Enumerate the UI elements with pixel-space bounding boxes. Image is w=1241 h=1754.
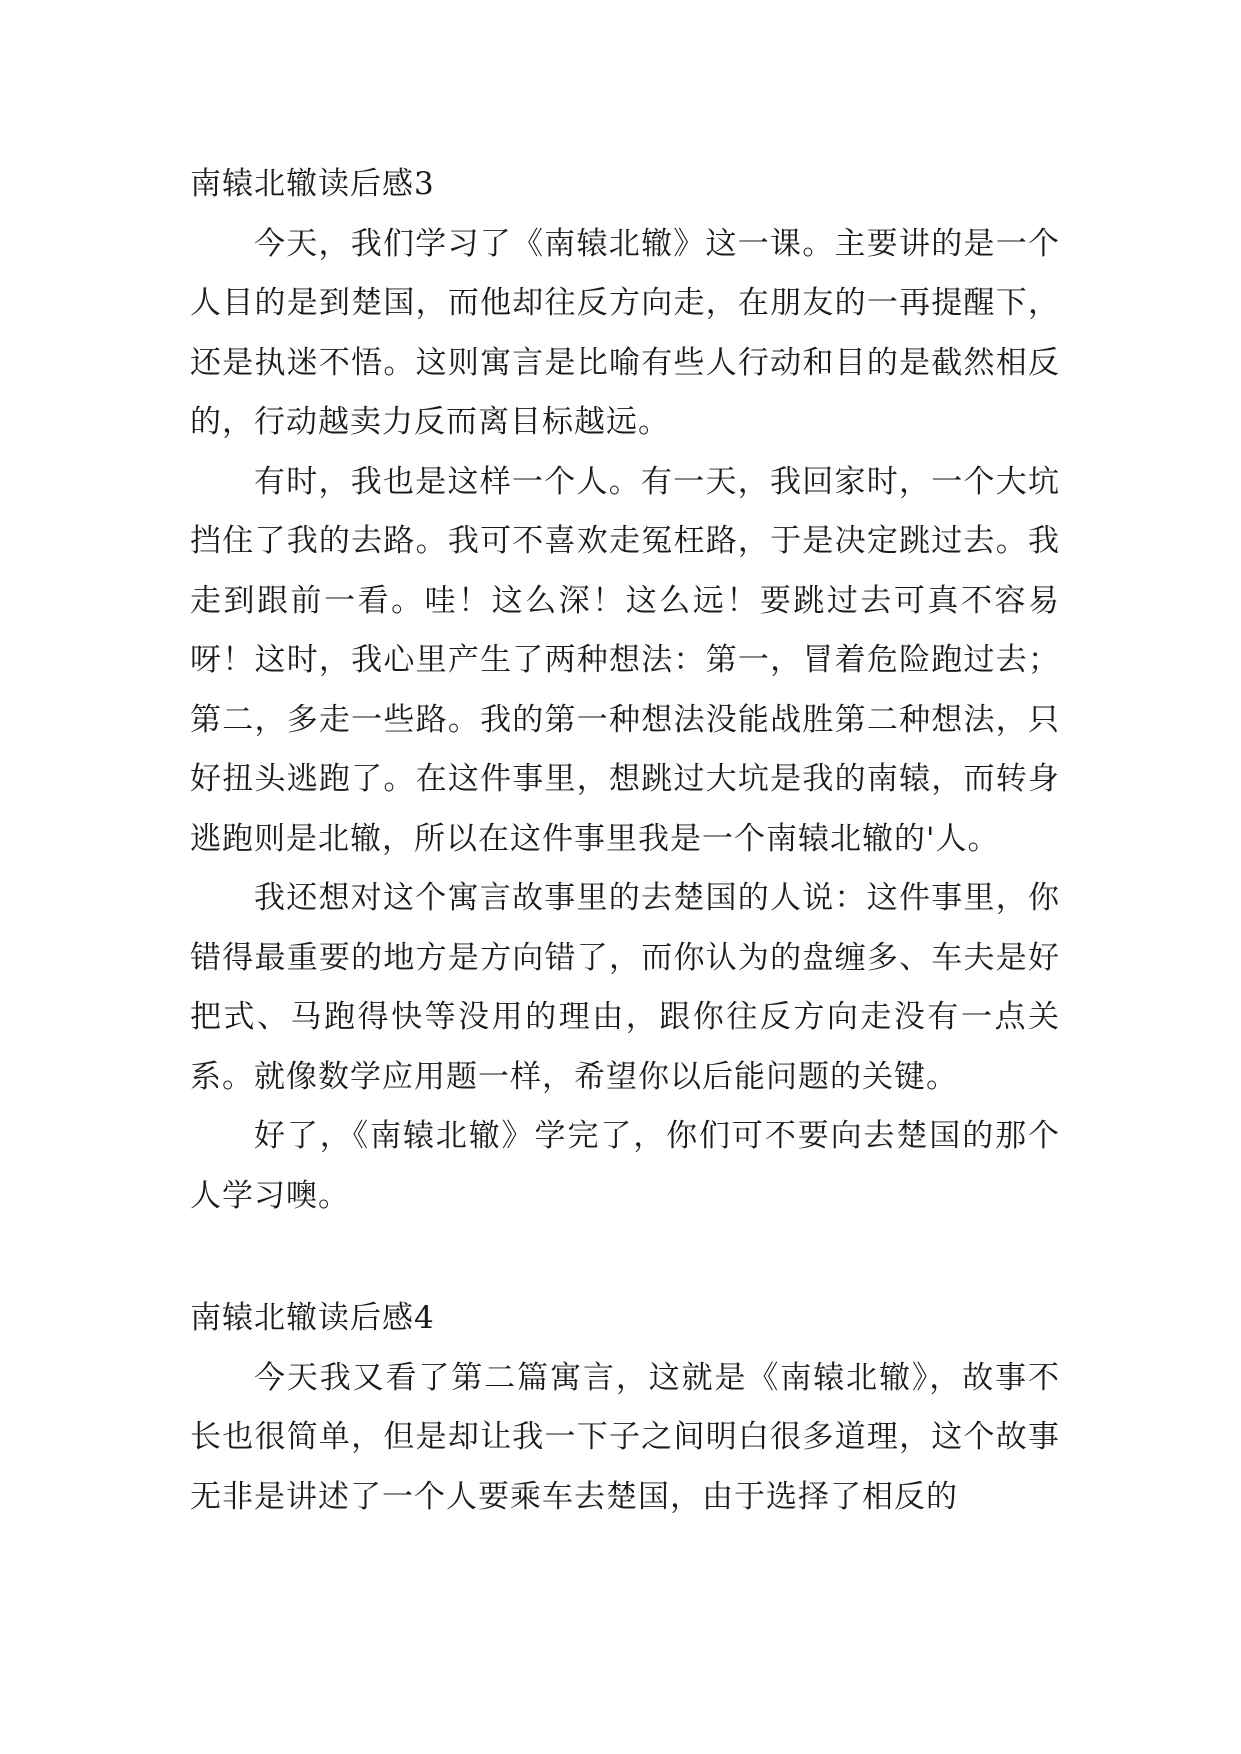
section-heading: 南辕北辙读后感4 — [190, 1300, 435, 1336]
paragraph: 今天，我们学习了《南辕北辙》这一课。主要讲的是一个人目的是到楚国，而他却往反方向走，在朋友的一再提醒下，还是执迷不悟。这则寓言是比喻有些人行动和目的是截然相反的，行动越卖力反而离目标越远。 — [190, 225, 1060, 440]
section-heading: 南辕北辙读后感3 — [190, 166, 435, 202]
paragraph: 我还想对这个寓言故事里的去楚国的人说：这件事里，你错得最重要的地方是方向错了，而你认为的盘缠多、车夫是好把式、马跑得快等没用的理由，跟你往反方向走没有一点关系。就像数学应用题一样，希望你以后能问题的关键。 — [190, 880, 1060, 1095]
essay-section-4 — [190, 1289, 1060, 1527]
paragraph: 有时，我也是这样一个人。有一天，我回家时，一个大坑挡住了我的去路。我可不喜欢走冤枉路，于是决定跳过去。我走到跟前一看。哇！这么深！这么远！要跳过去可真不容易呀！这时，我心里产生了两种想法：第一，冒着危险跑过去；第二，多走一些路。我的第一种想法没能战胜第二种想法，只好扭头逃跑了。在这件事里，想跳过大坑是我的南辕，而转身逃跑则是北辙，所以在这件事里我是一个南辕北辙的'人。 — [190, 463, 1060, 857]
document-body — [190, 155, 1060, 1527]
paragraph: 好了，《南辕北辙》学完了，你们可不要向去楚国的那个人学习噢。 — [190, 1118, 1060, 1214]
paragraph: 今天我又看了第二篇寓言，这就是《南辕北辙》，故事不长也很简单，但是却让我一下子之间明白很多道理，这个故事无非是讲述了一个人要乘车去楚国，由于选择了相反的 — [190, 1359, 1060, 1515]
essay-section-3 — [190, 155, 1060, 1226]
